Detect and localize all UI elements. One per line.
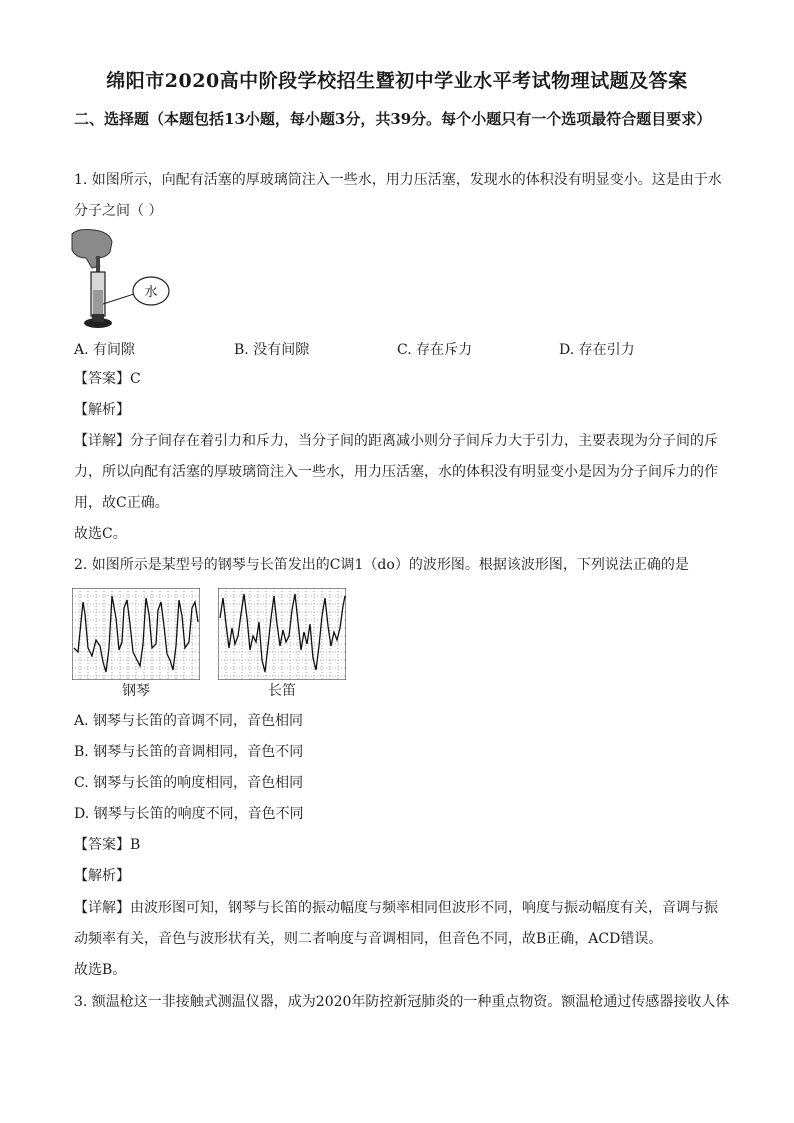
q1-stem-line2: 分子之间（ ） <box>74 203 163 219</box>
q2-stem: 2. 如图所示是某型号的钢琴与长笛发出的C调1（do）的波形图。根据该波形图，下列说法正确的是 <box>74 557 689 573</box>
page-title: 绵阳市2020高中阶段学校招生暨初中学业水平考试物理试题及答案 <box>106 70 688 92</box>
q1-analysis-label: 【解析】 <box>74 402 130 418</box>
q1-detail-line2: 力，所以向配有活塞的厚玻璃筒注入一些水，用力压活塞，水的体积没有明显变小是因为分子间斥力的作 <box>74 464 718 480</box>
q1-detail-line1: 【详解】分子间存在着引力和斥力，当分子间的距离减小则分子间斥力大于引力，主要表现为分子间的斥 <box>74 433 718 449</box>
piano-label: 钢琴 <box>122 683 150 699</box>
q2-option-b: B. 钢琴与长笛的音调相同，音色不同 <box>74 744 304 760</box>
q1-syringe-figure <box>66 228 178 332</box>
q2-detail-line2: 动频率有关，音色与波形状有关，则二者响度与音调相同，但音色不同，故B正确，ACD错误。 <box>74 931 663 947</box>
q2-detail-line1: 【详解】由波形图可知，钢琴与长笛的振动幅度与频率相同但波形不同，响度与振动幅度有关，音调与振 <box>74 900 718 916</box>
q1-figure-label: 水 <box>144 285 158 300</box>
flute-waveform-figure <box>218 588 346 680</box>
section-heading: 二、选择题（本题包括13小题，每小题3分，共39分。每个小题只有一个选项最符合题目要求） <box>74 110 712 128</box>
q1-stem-line1: 1. 如图所示，向配有活塞的厚玻璃筒注入一些水，用力压活塞，发现水的体积没有明显变小。这是由于水 <box>74 172 722 188</box>
q2-analysis-label: 【解析】 <box>74 868 130 884</box>
q1-option-a: A. 有间隙 <box>74 342 136 358</box>
q1-detail-line3: 用，故C正确。 <box>74 495 169 511</box>
piano-grid <box>72 588 200 680</box>
hand-icon <box>72 230 112 269</box>
q2-option-a: A. 钢琴与长笛的音调不同，音色相同 <box>74 713 304 729</box>
q2-answer: 【答案】B <box>74 837 141 853</box>
q1-option-d: D. 存在引力 <box>559 342 635 358</box>
piano-waveform-figure <box>72 588 200 680</box>
q1-option-b: B. 没有间隙 <box>234 342 310 358</box>
q1-conclusion: 故选C。 <box>74 526 127 542</box>
q2-option-d: D. 钢琴与长笛的响度不同，音色不同 <box>74 806 304 822</box>
flute-label: 长笛 <box>268 683 296 699</box>
q3-stem-line1: 3. 额温枪这一非接触式测温仪器，成为2020年防控新冠肺炎的一种重点物资。额温枪通过传感器接收人体 <box>74 994 730 1010</box>
q1-answer: 【答案】C <box>74 371 141 387</box>
q1-option-c: C. 存在斥力 <box>397 342 473 358</box>
q2-conclusion: 故选B。 <box>74 962 127 978</box>
q2-option-c: C. 钢琴与长笛的响度相同，音色相同 <box>74 775 304 791</box>
